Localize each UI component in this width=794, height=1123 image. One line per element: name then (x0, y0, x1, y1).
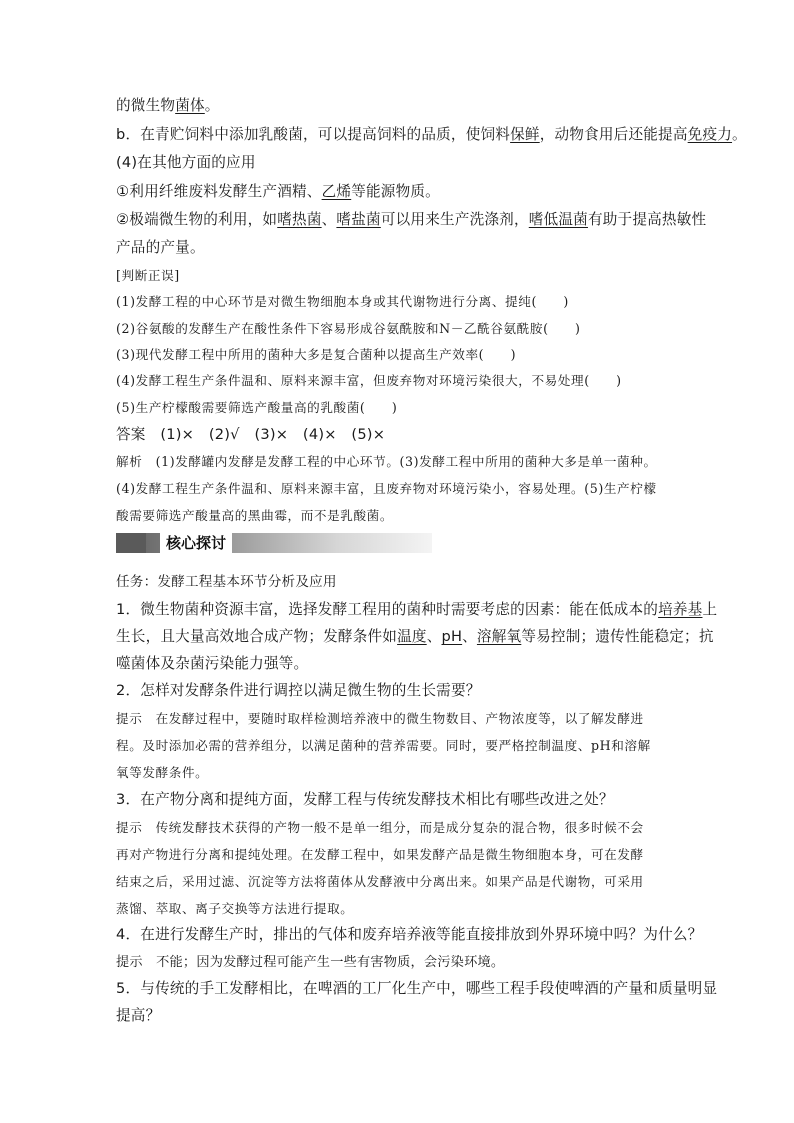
underlined-term: 溶解氧 (476, 628, 522, 645)
text-span: 生长，且大量高效地合成产物；发酵条件如 (116, 628, 398, 645)
underlined-term: 嗜低温菌 (528, 211, 588, 228)
judge-item: (4)发酵工程生产条件温和、原料来源丰富，但废弃物对环境污染很大，不易处理( ) (116, 373, 622, 388)
question-line: 提高？ (116, 1007, 161, 1024)
text-span: 、 (426, 628, 442, 645)
hint-line: 结束之后，采用过滤、沉淀等方法将菌体从发酵液中分离出来。如果产品是代谢物，可采用 (116, 874, 644, 889)
text-span: 。 (204, 97, 220, 114)
hint-line: 提示 在发酵过程中，要随时取样检测培养液中的微生物数目、产物浓度等，以了解发酵进 (116, 711, 644, 726)
text-span: ，动物食用后还能提高 (539, 126, 688, 143)
section-title: 核心探讨 (160, 533, 232, 553)
text-span: 。 (732, 126, 747, 143)
underlined-term: 乙烯 (321, 183, 352, 200)
answer-line: 答案 (1)× (2)√ (3)× (4)× (5)× (116, 426, 386, 443)
text-line: 产品的产量。 (116, 239, 205, 256)
text-line (116, 625, 714, 646)
underlined-term: pH (441, 628, 463, 645)
judge-item: (5)生产柠檬酸需要筛选产酸量高的乳酸菌( ) (116, 400, 398, 415)
underlined-term: 嗜热菌 (277, 211, 322, 228)
hint-line: 提示 不能；因为发酵过程可能产生一些有害物质，会污染环境。 (116, 955, 505, 970)
text-line (116, 123, 747, 144)
text-line (116, 180, 440, 201)
section-banner (116, 533, 432, 553)
judge-item: (3)现代发酵工程中所用的菌种大多是复合菌种以提高生产效率( ) (116, 347, 517, 362)
task-line: 任务：发酵工程基本环节分析及应用 (116, 574, 337, 590)
hint-line: 提示 传统发酵技术获得的产物一般不是单一组分，而是成分复杂的混合物，很多时候不会 (116, 820, 644, 835)
question-line: 2．怎样对发酵条件进行调控以满足微生物的生长需要？ (116, 682, 481, 699)
hint-line: 程。及时添加必需的营养组分，以满足菌种的营养需要。同时，要严格控制温度、pH和溶解 (116, 738, 651, 753)
analysis-line: (4)发酵工程生产条件温和、原料来源丰富，且废弃物对环境污染小，容易处理。(5)生产柠檬 (116, 481, 657, 496)
text-span: ①利用纤维废料发酵生产酒精、 (116, 183, 322, 200)
text-span: 上 (702, 601, 718, 618)
underlined-term: 培养基 (658, 601, 703, 618)
judge-item: (1)发酵工程的中心环节是对微生物细胞本身或其代谢物进行分离、提纯( ) (116, 294, 569, 309)
text-span: 1．微生物菌种资源丰富，选择发酵工程用的菌种时需要考虑的因素：能在低成本的 (116, 601, 659, 618)
text-span: ②极端微生物的利用，如 (116, 211, 278, 228)
text-span: 可以用来生产洗涤剂， (380, 211, 529, 228)
hint-line: 蒸馏、萃取、离子交换等方法进行提取。 (116, 901, 354, 916)
analysis-line: 酸需要筛选产酸量高的黑曲霉，而不是乳酸菌。 (116, 508, 394, 523)
judge-item: (2)谷氨酸的发酵生产在酸性条件下容易形成谷氨酰胺和N－乙酰谷氨酰胺( ) (116, 321, 581, 336)
text-span: 的微生物 (116, 97, 176, 114)
subheading: (4)在其他方面的应用 (116, 154, 256, 171)
underlined-term: 菌体 (175, 97, 205, 114)
text-line (116, 598, 717, 619)
text-span: 、 (321, 211, 337, 228)
question-line: 5．与传统的手工发酵相比，在啤酒的工厂化生产中，哪些工程手段使啤酒的产量和质量明显 (116, 980, 718, 997)
question-line: 4．在进行发酵生产时，排出的气体和废弃培养液等能直接排放到外界环境中吗？为什么？ (116, 926, 703, 943)
underlined-term: 温度 (397, 628, 427, 645)
text-span: 等能源物质。 (351, 183, 440, 200)
analysis-line: 解析 (1)发酵罐内发酵是发酵工程的中心环节。(3)发酵工程中所用的菌种大多是单一菌种。 (116, 454, 657, 469)
text-span: 有助于提高热敏性 (587, 211, 707, 228)
text-span: 等易控制；遗传性能稳定；抗 (521, 628, 714, 645)
text-line (116, 208, 706, 229)
question-line: 3．在产物分离和提纯方面，发酵工程与传统发酵技术相比有哪些改进之处？ (116, 791, 614, 808)
text-span: b．在青贮饲料中添加乳酸菌，可以提高饲料的品质，使饲料 (116, 126, 511, 143)
judge-heading: [判断正误] (116, 268, 180, 283)
banner-accent (116, 533, 146, 553)
underlined-term: 嗜盐菌 (336, 211, 381, 228)
text-line: 噬菌体及杂菌污染能力强等。 (116, 655, 309, 672)
text-line (116, 94, 220, 115)
hint-line: 氧等发酵条件。 (116, 765, 209, 780)
hint-line: 再对产物进行分离和提纯处理。在发酵工程中，如果发酵产品是微生物细胞本身，可在发酵 (116, 847, 644, 862)
underlined-term: 免疫力 (687, 126, 733, 143)
underlined-term: 保鲜 (510, 126, 540, 143)
text-span: 、 (462, 628, 477, 645)
